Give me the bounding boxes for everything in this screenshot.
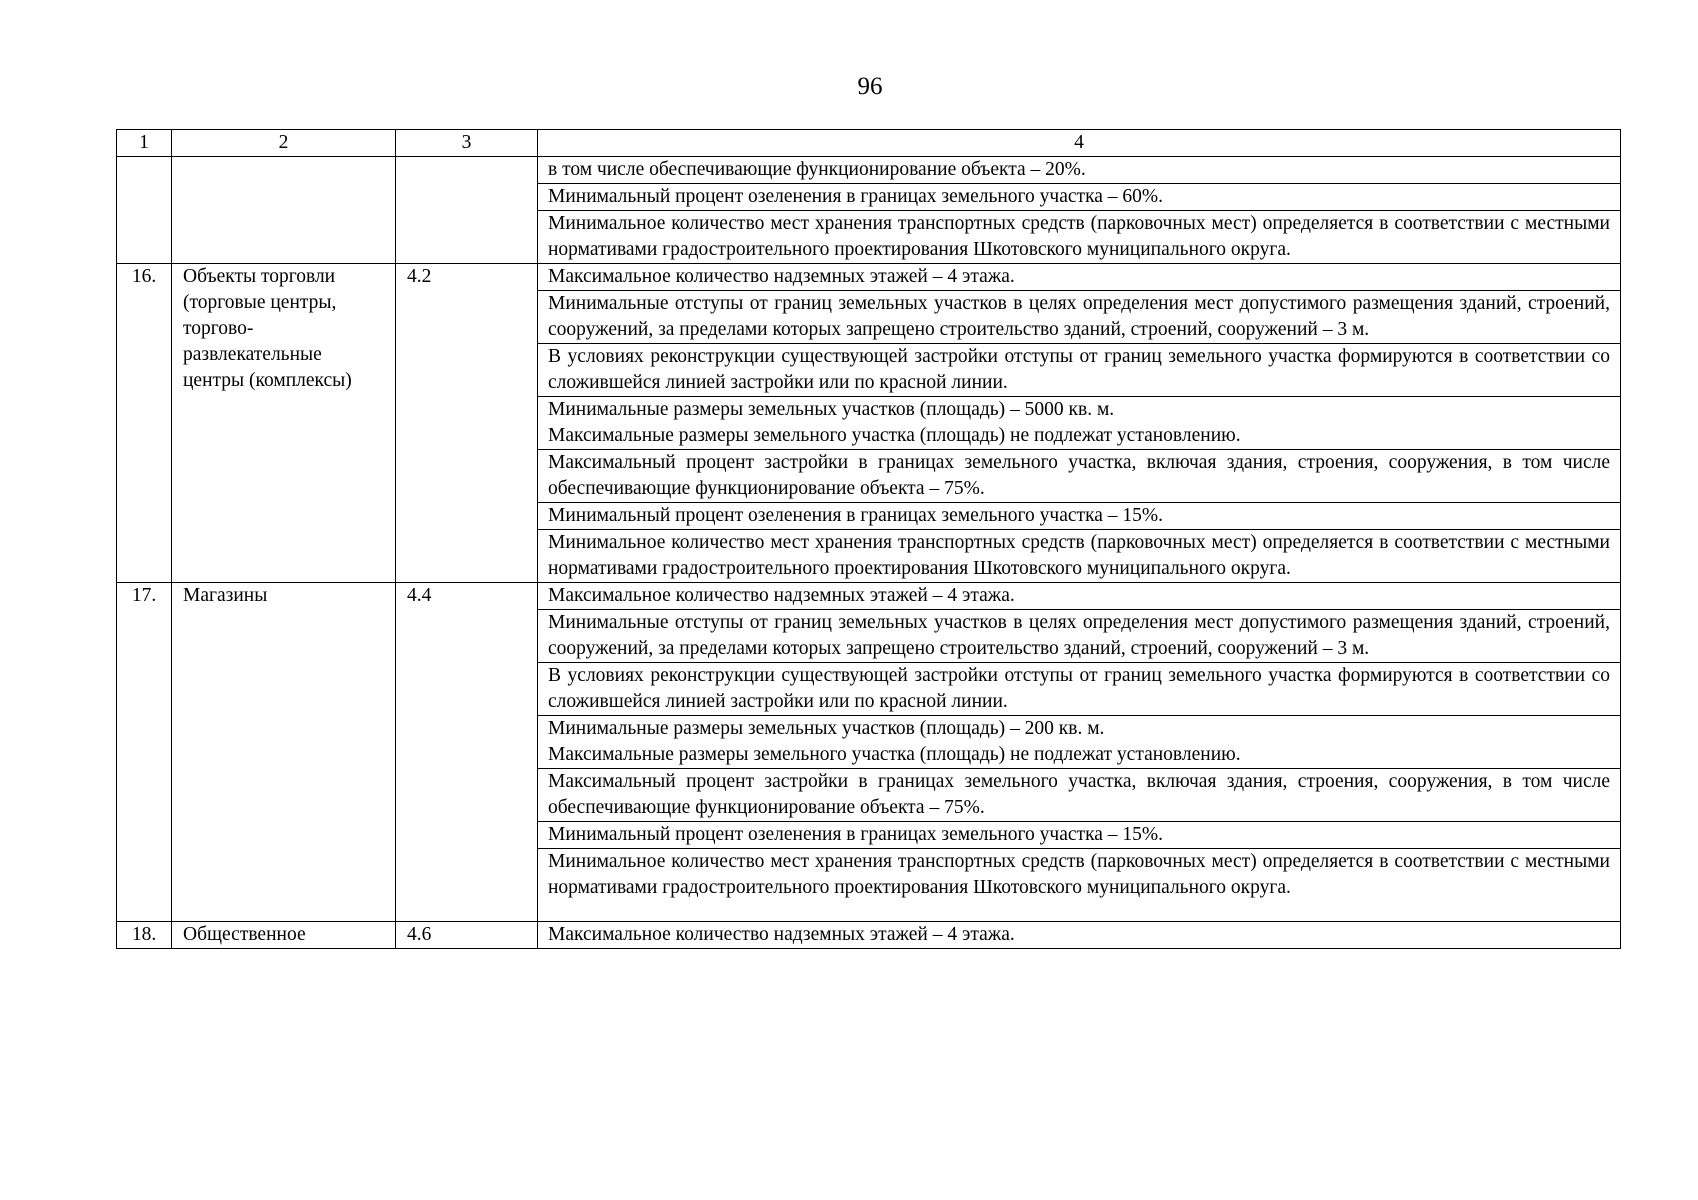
use-type-name: Общественное [172, 922, 396, 949]
requirement-text: Минимальное количество мест хранения транспортных средств (парковочных мест) определяется в соответствии с местными нормативами градостроительного проектирования Шкотовского муниципального округа. [548, 532, 1610, 579]
requirement-text: Максимальный процент застройки в границах земельного участка, включая здания, строения, сооружения, в том числе обеспечивающие функционирование объекта – 75%. [548, 771, 1610, 818]
use-type-name: Магазины [172, 583, 396, 922]
item-number: 18. [117, 922, 172, 949]
requirement-text: Минимальное количество мест хранения транспортных средств (парковочных мест) определяется в соответствии с местными нормативами градостроительного проектирования Шкотовского муниципального округа. [548, 213, 1610, 260]
table-row [117, 157, 1621, 184]
requirement-cell [538, 530, 1621, 583]
requirement-text: Максимальные размеры земельного участка (площадь) не подлежат установлению. [548, 425, 1241, 446]
requirement-text: Максимальный процент застройки в границах земельного участка, включая здания, строения, сооружения, в том числе обеспечивающие функционирование объекта – 75%. [548, 452, 1610, 499]
use-type-code: 4.2 [396, 264, 538, 583]
requirement-cell [538, 769, 1621, 822]
requirement-cell [538, 503, 1621, 530]
table-row [117, 264, 1621, 291]
requirement-text: Максимальное количество надземных этажей – 4 этажа. [548, 924, 1015, 945]
continuation-number-cell [117, 157, 172, 264]
requirement-cell [538, 610, 1621, 663]
requirement-text: Минимальный процент озеленения в границах земельного участка – 60%. [548, 186, 1164, 207]
table-row [117, 583, 1621, 610]
requirement-text: Минимальный процент озеленения в границах земельного участка – 15%. [548, 824, 1164, 845]
requirement-cell [538, 184, 1621, 211]
requirement-cell [538, 211, 1621, 264]
item-number: 17. [117, 583, 172, 922]
use-type-code: 4.6 [396, 922, 538, 949]
regulations-table [116, 129, 1621, 949]
requirement-cell [538, 583, 1621, 610]
header-cell-2: 2 [172, 130, 396, 157]
requirement-cell [538, 291, 1621, 344]
use-type-name: Объекты торговли (торговые центры, торгово-развлекательные центры (комплексы) [172, 264, 396, 583]
requirement-text: В условиях реконструкции существующей застройки отступы от границ земельного участка формируются в соответствии со сложившейся линией застройки или по красной линии. [548, 346, 1610, 393]
requirement-cell [538, 264, 1621, 291]
requirement-text: Минимальное количество мест хранения транспортных средств (парковочных мест) определяется в соответствии с местными нормативами градостроительного проектирования Шкотовского муниципального округа. [548, 851, 1610, 898]
item-number: 16. [117, 264, 172, 583]
requirement-text: Максимальное количество надземных этажей – 4 этажа. [548, 266, 1015, 287]
requirement-cell [538, 397, 1621, 450]
requirement-cell [538, 849, 1621, 922]
page-number: 96 [857, 73, 883, 100]
requirement-cell [538, 822, 1621, 849]
requirement-cell [538, 450, 1621, 503]
requirement-text: Максимальные размеры земельного участка (площадь) не подлежат установлению. [548, 744, 1241, 765]
requirement-text: Минимальные отступы от границ земельных участков в целях определения мест допустимого размещения зданий, строений, сооружений, за пределами которых запрещено строительство зданий, строений, сооружений – 3 м. [548, 293, 1610, 340]
requirement-cell [538, 157, 1621, 184]
requirement-cell [538, 663, 1621, 716]
requirement-cell [538, 344, 1621, 397]
table-row [117, 922, 1621, 949]
table-header-row [117, 130, 1621, 157]
requirement-cell [538, 716, 1621, 769]
header-cell-4: 4 [538, 130, 1621, 157]
requirement-text: в том числе обеспечивающие функционирование объекта – 20%. [548, 159, 1086, 180]
requirement-text: Минимальные размеры земельных участков (площадь) – 200 кв. м. [548, 718, 1105, 739]
use-type-code: 4.4 [396, 583, 538, 922]
requirement-text: Минимальные размеры земельных участков (площадь) – 5000 кв. м. [548, 399, 1115, 420]
continuation-name-cell [172, 157, 396, 264]
requirement-text: Минимальный процент озеленения в границах земельного участка – 15%. [548, 505, 1164, 526]
requirement-text: В условиях реконструкции существующей застройки отступы от границ земельного участка формируются в соответствии со сложившейся линией застройки или по красной линии. [548, 665, 1610, 712]
requirement-text: Максимальное количество надземных этажей – 4 этажа. [548, 585, 1015, 606]
requirement-text: Минимальные отступы от границ земельных участков в целях определения мест допустимого размещения зданий, строений, сооружений, за пределами которых запрещено строительство зданий, строений, сооружений – 3 м. [548, 612, 1610, 659]
continuation-code-cell [396, 157, 538, 264]
header-cell-3: 3 [396, 130, 538, 157]
requirement-cell [538, 922, 1621, 949]
header-cell-1: 1 [117, 130, 172, 157]
